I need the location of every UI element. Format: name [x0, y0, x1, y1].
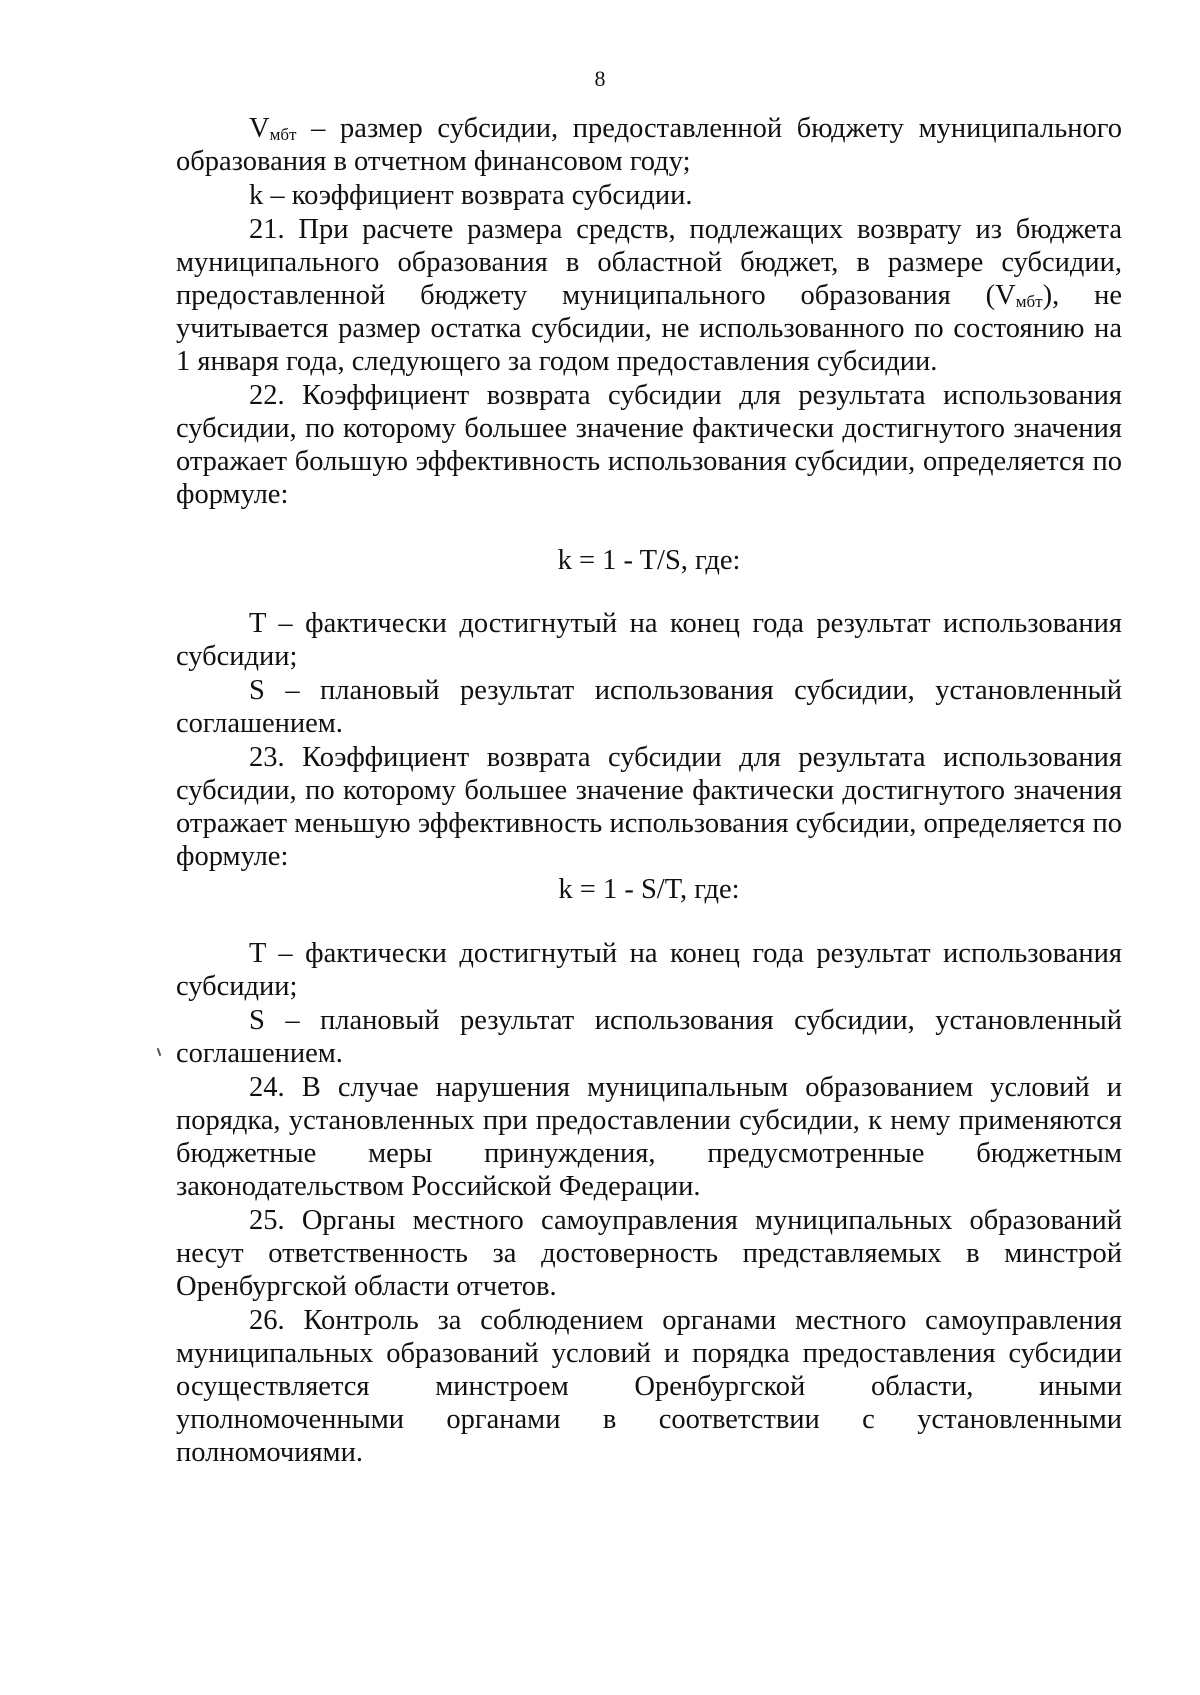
- paragraph-22: 22. Коэффициент возврата субсидии для результата использования субсидии, по которому большее значение фактически достигнутого значения отражает большую эффективность использования субсидии, определяется по формуле:: [176, 380, 1122, 510]
- formula-2: k = 1 - S/T, где:: [558, 874, 740, 905]
- page-number: 8: [594, 66, 606, 91]
- definition-vmbt: [176, 112, 1122, 178]
- paragraph-21: [176, 213, 1122, 378]
- scan-mark: [157, 1048, 162, 1056]
- paragraph-26: 26. Контроль за соблюдением органами местного самоуправления муниципальных образований условий и порядка предоставления субсидии осуществляется минстроем Оренбургской области, иными уполномоченными органами в соответствии с установленными полномочиями.: [176, 1305, 1122, 1468]
- paragraph-24: 24. В случае нарушения муниципальным образованием условий и порядка, установленных при предоставлении субсидии, к нему применяются бюджетные меры принуждения, предусмотренные бюджетным законодательством Российской Федерации.: [176, 1072, 1122, 1202]
- document-body: [176, 112, 1122, 1469]
- definition-s-2: S – плановый результат использования субсидии, установленный соглашением.: [176, 1005, 1122, 1069]
- vmbt-subscript: мбт: [269, 125, 297, 144]
- formula-1: k = 1 - T/S, где:: [557, 545, 741, 576]
- paragraph-21-part-a: 21. При расчете размера средств, подлежащих возврату из бюджета муниципального образования в областной бюджет, в размере субсидии, предоставленной бюджету муниципального образования (V: [176, 214, 1122, 311]
- definition-k: k – коэффициент возврата субсидии.: [249, 180, 693, 211]
- paragraph-23: 23. Коэффициент возврата субсидии для результата использования субсидии, по которому большее значение фактически достигнутого значения отражает меньшую эффективность использования субсидии, определяется по формуле:: [176, 742, 1122, 872]
- definition-t-2: T – фактически достигнутый на конец года результат использования субсидии;: [176, 938, 1122, 1002]
- paragraph-21-subscript: мбт: [1015, 292, 1043, 311]
- definition-t-1: T – фактически достигнутый на конец года результат использования субсидии;: [176, 608, 1122, 672]
- definition-s-1: S – плановый результат использования субсидии, установленный соглашением.: [176, 675, 1122, 739]
- paragraph-21-part-b: ), не учитывается размер остатка субсидии, не использованного по состоянию на 1 января года, следующего за годом предоставления субсидии.: [176, 280, 1122, 377]
- vmbt-symbol: V: [249, 113, 270, 144]
- paragraph-25: 25. Органы местного самоуправления муниципальных образований несут ответственность за достоверность представляемых в минстрой Оренбургской области отчетов.: [176, 1205, 1122, 1302]
- vmbt-text: – размер субсидии, предоставленной бюджету муниципального образования в отчетном финансовом году;: [176, 113, 1122, 177]
